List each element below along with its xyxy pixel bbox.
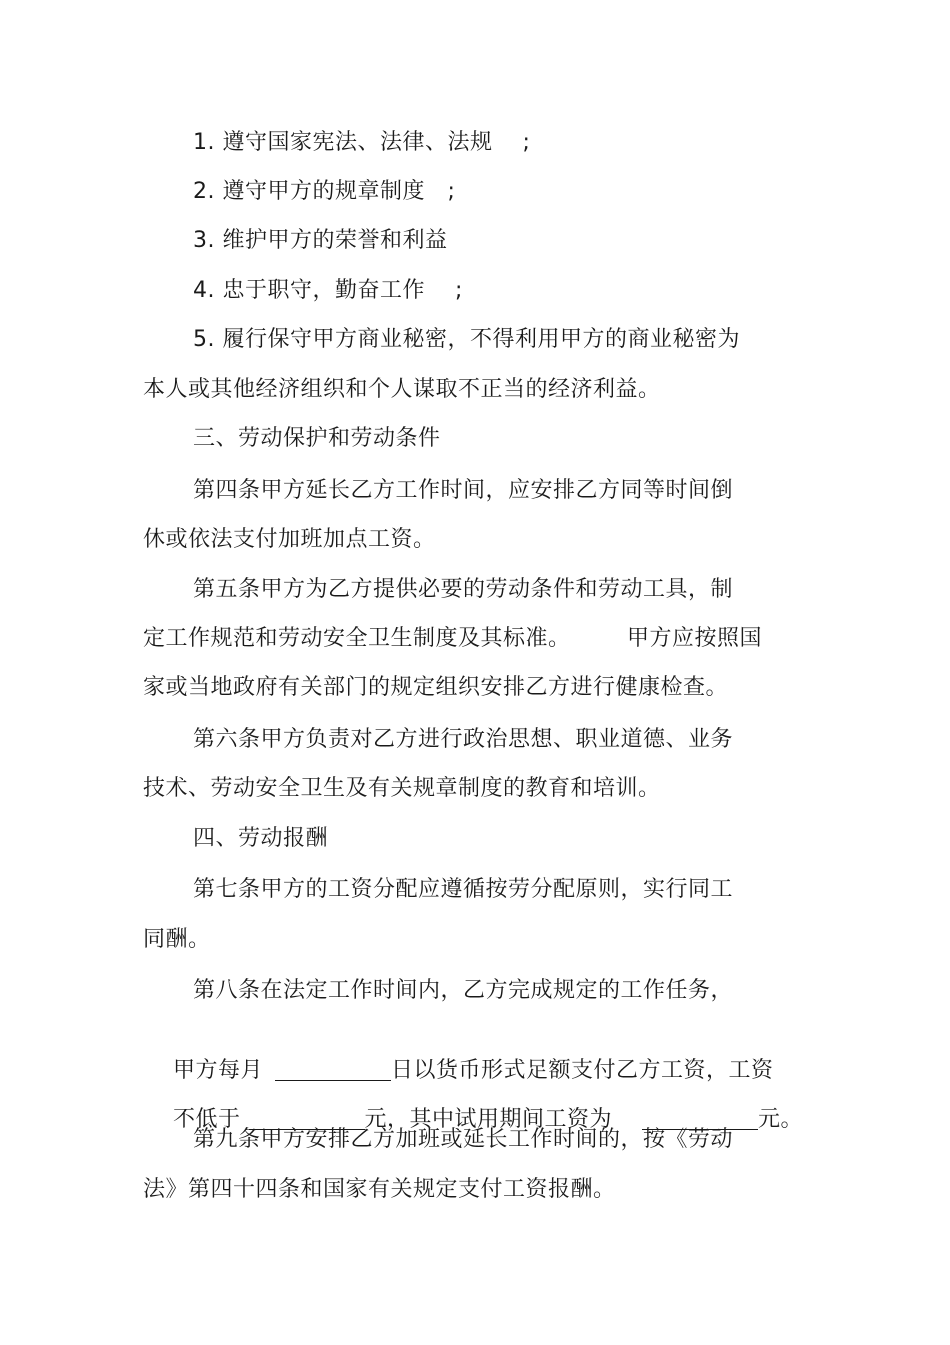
article-5-cont-2: 家或当地政府有关部门的规定组织安排乙方进行健康检查。: [143, 675, 729, 700]
article-6-cont: 技术、劳动安全卫生及有关规章制度的教育和培训。: [143, 776, 661, 801]
min-line-text-2: 元，其中试用期间工资为: [364, 1107, 613, 1132]
pay-line-text-1: 甲方每月: [172, 1058, 263, 1083]
pay-line-text-2: 日以货币形式足额支付乙方工资，工资: [391, 1058, 774, 1083]
article-9: 第九条甲方安排乙方加班或延长工作时间的，按《劳动: [193, 1127, 734, 1152]
section-heading-3: 三、劳动保护和劳动条件: [193, 426, 441, 451]
article-5-cont: 定工作规范和劳动安全卫生制度及其标准。 甲方应按照国: [143, 626, 763, 651]
article-5: 第五条甲方为乙方提供必要的劳动条件和劳动工具，制: [193, 577, 734, 602]
min-line-text-3: 元。: [758, 1107, 804, 1132]
article-6: 第六条甲方负责对乙方进行政治思想、职业道德、业务: [193, 727, 734, 752]
clause-4: 4. 忠于职守，勤奋工作 ;: [193, 278, 463, 303]
clause-3: 3. 维护甲方的荣誉和利益: [193, 228, 448, 253]
clause-2: 2. 遵守甲方的规章制度 ;: [193, 179, 456, 204]
article-9-cont: 法》第四十四条和国家有关规定支付工资报酬。: [143, 1177, 616, 1202]
article-4-cont: 休或依法支付加班加点工资。: [143, 527, 436, 552]
article-7-cont: 同酬。: [143, 927, 211, 952]
min-line-text-1: 不低于: [172, 1107, 241, 1132]
clause-5: 5. 履行保守甲方商业秘密，不得利用甲方的商业秘密为: [193, 327, 740, 352]
section-heading-4: 四、劳动报酬: [193, 826, 329, 851]
article-4: 第四条甲方延长乙方工作时间，应安排乙方同等时间倒: [193, 478, 734, 503]
article-8: 第八条在法定工作时间内，乙方完成规定的工作任务，: [193, 978, 734, 1003]
article-7: 第七条甲方的工资分配应遵循按劳分配原则，实行同工: [193, 877, 734, 902]
clause-1: 1. 遵守国家宪法、法律、法规 ;: [193, 130, 531, 155]
clause-5-cont: 本人或其他经济组织和个人谋取不正当的经济利益。: [143, 377, 661, 402]
